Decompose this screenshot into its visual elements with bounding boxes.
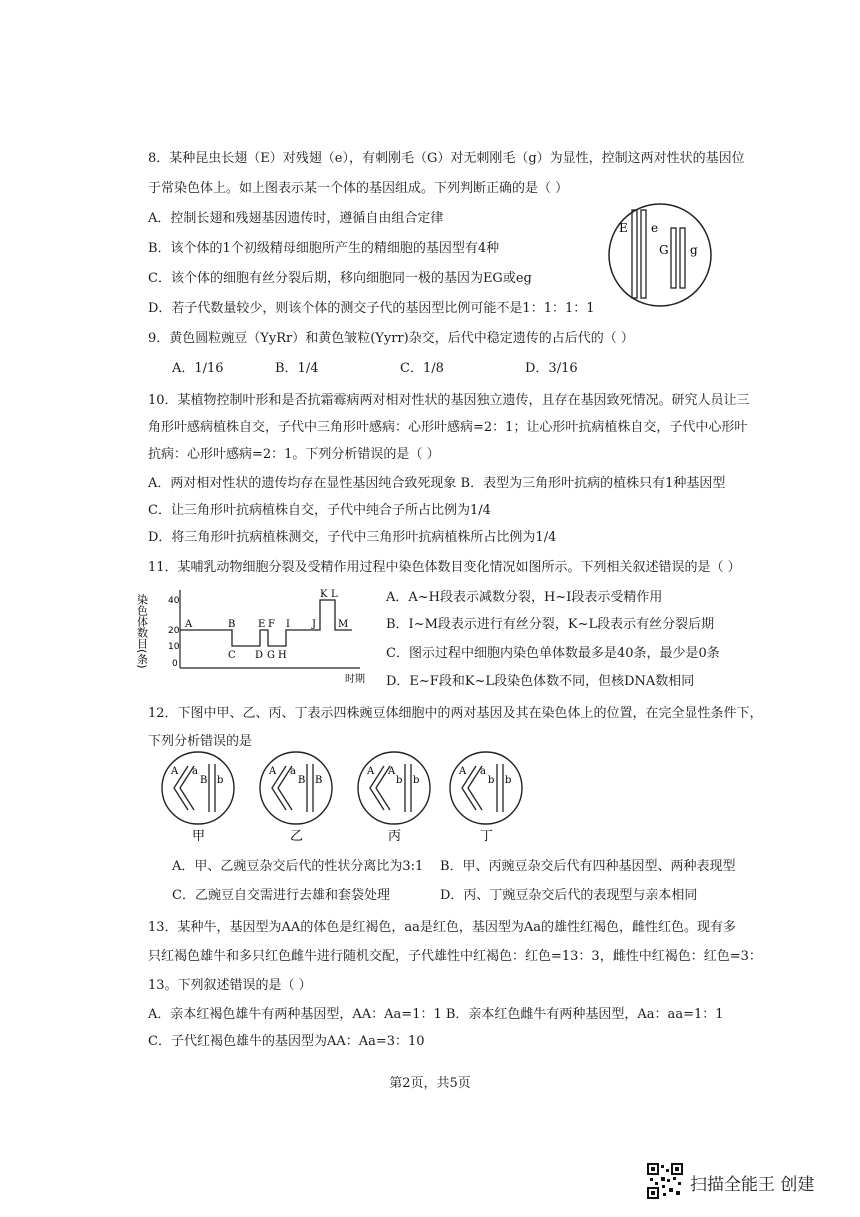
tick-0: 0 <box>172 659 178 669</box>
q10-stem-line1: 10．某植物控制叶形和是否抗霜霉病两对相对性状的基因独立遗传，且存在基因致死情况。研究人员让三 <box>148 393 750 408</box>
point-A: A <box>185 619 193 630</box>
gene-3: b <box>488 775 495 786</box>
qr-code-icon <box>647 1163 683 1199</box>
q10-option-c: C．让三角形叶抗病植株自交，子代中纯合子所占比例为1/4 <box>148 503 491 518</box>
point-B: B <box>228 619 236 630</box>
gene-3: B <box>298 775 306 786</box>
point-G: G <box>267 650 275 661</box>
q11-stem: 11．某哺乳动物细胞分裂及受精作用过程中染色体数目变化情况如图所示。下列相关叙述错误的是（ ） <box>148 560 741 575</box>
gene-1: A <box>459 766 467 777</box>
q9-option-a: A．1/16 <box>172 361 224 376</box>
gene-3: B <box>200 775 208 786</box>
q11-ylabel: 染色体数目(条) <box>135 594 149 669</box>
cell-jia <box>162 752 234 844</box>
gene-2: a <box>290 766 296 777</box>
q12-cell-figures <box>160 750 530 844</box>
q13-stem-line3: 13。下列叙述错误的是（ ） <box>148 978 312 993</box>
point-C: C <box>228 650 236 661</box>
tick-40: 40 <box>168 596 180 606</box>
point-H: H <box>278 650 287 661</box>
gene-4: B <box>315 775 323 786</box>
q12-stem-line2: 下列分析错误的是 <box>148 734 253 749</box>
gene-3: b <box>396 775 403 786</box>
q11-option-c: C．图示过程中细胞内染色单体数最多是40条，最少是0条 <box>386 646 720 661</box>
point-M: M <box>338 619 349 630</box>
q12-stem-line1: 12．下图中甲、乙、丙、丁表示四株豌豆体细胞中的两对基因及其在染色体上的位置，在完全显性条件下， <box>148 706 763 721</box>
q9-stem: 9．黄色圆粒豌豆（YyRr）和黄色皱粒(Yyrr)杂交，后代中稳定遗传的占后代的（ ） <box>148 331 634 346</box>
cell-yi <box>260 752 332 844</box>
q13-stem-line1: 13．某种牛，基因型为AA的体色是红褐色，aa是红色，基因型为Aa的雄性红褐色，雌性红色。现有多 <box>148 920 736 935</box>
q9-option-b: B．1/4 <box>275 361 319 376</box>
q10-option-d: D．将三角形叶抗病植株测交，子代中三角形叶抗病植株所占比例为1/4 <box>148 530 557 545</box>
q8-option-a: A．控制长翅和残翅基因遗传时，遵循自由组合定律 <box>148 211 444 226</box>
gene-2: a <box>192 766 198 777</box>
point-L: L <box>331 589 338 600</box>
gene-1: A <box>367 766 375 777</box>
q11-option-b: B．I~M段表示进行有丝分裂，K~L段表示有丝分裂后期 <box>386 617 715 632</box>
tick-10: 10 <box>168 642 180 652</box>
point-I: I <box>286 619 290 630</box>
point-J: J <box>312 619 317 630</box>
tick-20: 20 <box>168 626 180 636</box>
gene-label-g: g <box>690 243 698 257</box>
point-K: K <box>320 589 328 600</box>
q13-stem-line2: 只红褐色雄牛和多只红色雌牛进行随机交配，子代雄性中红褐色：红色=13：3，雌性中红褐色：红色=3： <box>148 949 762 964</box>
gene-4: b <box>413 775 420 786</box>
gene-4: b <box>505 775 512 786</box>
q8-stem-line1: 8．某种昆虫长翅（E）对残翅（e），有刺刚毛（G）对无刺刚毛（g）为显性，控制这两对性状的基因位 <box>148 151 745 166</box>
cell-bing <box>358 752 430 844</box>
gene-label-e: e <box>651 221 659 235</box>
scanner-watermark: 扫描全能王 创建 <box>690 1175 815 1195</box>
q8-option-d: D．若子代数量较少，则该个体的测交子代的基因型比例可能不是1：1：1：1 <box>148 301 595 316</box>
q11-option-a: A．A~H段表示减数分裂，H~I段表示受精作用 <box>386 590 663 605</box>
q11-option-d: D．E~F段和K~L段染色体数不同，但核DNA数相同 <box>386 674 695 689</box>
page-number: 第2页，共5页 <box>389 1076 471 1091</box>
q11-xlabel: 时期 <box>345 674 365 685</box>
q10-option-ab: A．两对相对性状的遗传均存在显性基因纯合致死现象 B．表型为三角形叶抗病的植株只有1种基因型 <box>148 476 726 491</box>
cell-ding <box>450 752 522 844</box>
cell-label: 乙 <box>290 829 304 844</box>
q11-chromosome-count-graph <box>135 586 375 686</box>
gene-label-E: E <box>619 221 628 235</box>
point-E: E <box>258 619 266 630</box>
q10-stem-line2: 角形叶感病植株自交，子代中三角形叶感病：心形叶感病=2：1；让心形叶抗病植株自交，子代中心形叶 <box>148 420 748 435</box>
gene-1: A <box>269 766 277 777</box>
q9-option-d: D．3/16 <box>525 361 578 376</box>
q13-option-ab: A．亲本红褐色雄牛有两种基因型，AA：Aa=1：1 B．亲本红色雌牛有两种基因型，Aa：aa=1：1 <box>148 1007 724 1022</box>
q13-option-c: C．子代红褐色雄牛的基因型为AA：Aa=3：10 <box>148 1034 425 1049</box>
gene-1: A <box>171 766 179 777</box>
q12-option-d: D．丙、丁豌豆杂交后代的表现型与亲本相同 <box>440 888 698 903</box>
cell-label: 甲 <box>192 829 206 844</box>
q8-option-c: C．该个体的细胞有丝分裂后期，移向细胞同一极的基因为EG或eg <box>148 271 532 286</box>
cell-label: 丙 <box>388 829 402 844</box>
point-F: F <box>268 619 275 630</box>
gene-label-G: G <box>659 243 669 257</box>
gene-2: a <box>480 766 486 777</box>
q8-chromosome-figure <box>605 200 715 310</box>
q12-option-b: B．甲、丙豌豆杂交后代有四种基因型、两种表现型 <box>440 859 736 874</box>
q12-option-a: A．甲、乙豌豆杂交后代的性状分离比为3:1 <box>172 859 424 874</box>
q10-stem-line3: 抗病：心形叶感病=2：1。下列分析错误的是（ ） <box>148 447 440 462</box>
gene-4: b <box>217 775 224 786</box>
point-D: D <box>255 650 264 661</box>
q9-option-c: C．1/8 <box>400 361 444 376</box>
q8-stem-line2: 于常染色体上。如上图表示某一个体的基因组成。下列判断正确的是（ ） <box>148 181 569 196</box>
q12-option-c: C．乙豌豆自交需进行去雄和套袋处理 <box>172 888 390 903</box>
cell-label: 丁 <box>480 829 494 844</box>
gene-2: A <box>388 766 396 777</box>
q8-option-b: B．该个体的1个初级精母细胞所产生的精细胞的基因型有4种 <box>148 241 500 256</box>
